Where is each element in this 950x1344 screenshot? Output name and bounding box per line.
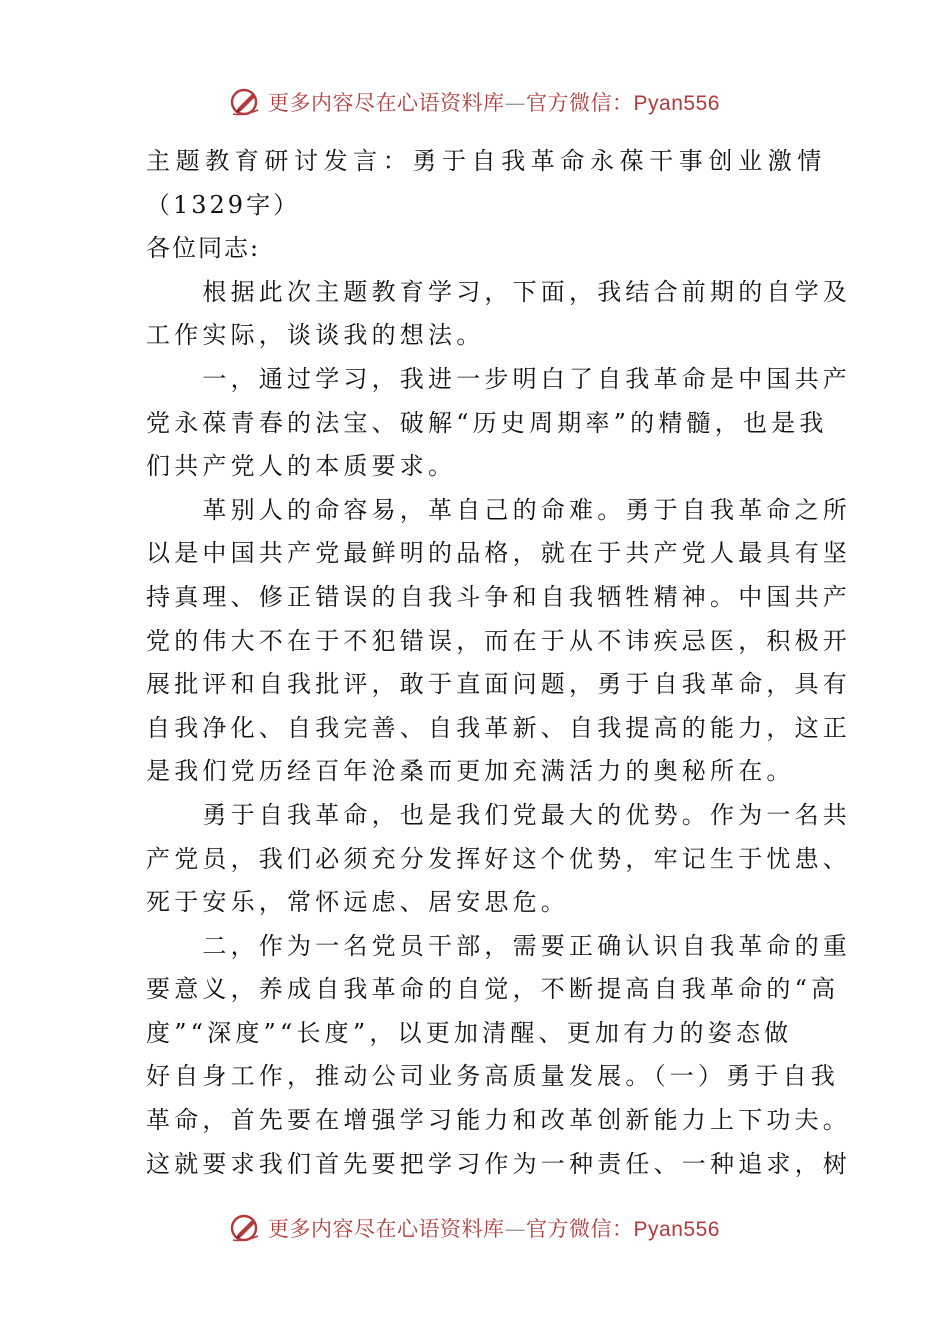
footer-banner [0, 1208, 950, 1248]
paragraph-line: 自我净化、自我完善、自我革新、自我提高的能力，这正 [146, 713, 851, 742]
paragraph-line: 勇于自我革命，也是我们党最大的优势。作为一名共 [146, 800, 851, 829]
banner-account-label: 官方微信： [526, 91, 634, 115]
paragraph-line: 党永葆青春的法宝、破解“历史周期率”的精髓，也是我 [146, 408, 828, 437]
paragraph-line: 要意义，养成自我革命的自觉，不断提高自我革命的“高 [146, 975, 840, 1004]
paragraph-line: 革命，首先要在增强学习能力和改革创新能力上下功夫。 [146, 1106, 851, 1135]
banner-text [268, 1213, 720, 1243]
paragraph-line: 好自身工作，推动公司业务高质量发展。（一）勇于自我 [146, 1062, 839, 1091]
paragraph-line: 死于安乐，常怀远虑、居安思危。 [146, 888, 569, 917]
header-banner [0, 82, 950, 122]
word-count: （1329字） [146, 190, 301, 219]
banner-library-name: 更多内容尽在心语资料库 [268, 1217, 505, 1241]
document-body [146, 140, 851, 1186]
paragraph-line: 一，通过学习，我进一步明白了自我革命是中国共产 [146, 364, 851, 393]
pen-logo-icon [230, 86, 262, 118]
paragraph-line: 根据此次主题教育学习，下面，我结合前期的自学及 [146, 277, 851, 306]
pen-logo-icon [230, 1212, 262, 1244]
paragraph-line: 产党员，我们必须充分发挥好这个优势，牢记生于忧患、 [146, 844, 851, 873]
banner-account-id: Pyan556 [633, 1218, 720, 1241]
banner-text [268, 87, 720, 117]
paragraph-line: 工作实际，谈谈我的想法。 [146, 321, 485, 350]
paragraph-line: 持真理、修正错误的自我斗争和自我牺牲精神。中国共产 [146, 582, 851, 611]
banner-account-label: 官方微信： [526, 1217, 634, 1241]
paragraph-line: 二，作为一名党员干部，需要正确认识自我革命的重 [146, 931, 851, 960]
paragraph-line: 展批评和自我批评，敢于直面问题，勇于自我革命，具有 [146, 670, 851, 699]
paragraph-line: 是我们党历经百年沧桑而更加充满活力的奥秘所在。 [146, 757, 795, 786]
paragraph-line: 党的伟大不在于不犯错误，而在于从不讳疾忌医，积极开 [146, 626, 851, 655]
banner-account-id: Pyan556 [633, 92, 720, 115]
paragraph-line: 这就要求我们首先要把学习作为一种责任、一种追求，树 [146, 1149, 851, 1178]
banner-library-name: 更多内容尽在心语资料库 [268, 91, 505, 115]
banner-separator: — [504, 1217, 527, 1241]
paragraph-line: 度”“深度”“长度”，以更加清醒、更加有力的姿态做 [146, 1018, 793, 1047]
paragraph-line: 革别人的命容易，革自己的命难。勇于自我革命之所 [146, 495, 851, 524]
salutation: 各位同志: [146, 234, 261, 263]
paragraph-line: 们共产党人的本质要求。 [146, 452, 457, 481]
paragraph-line: 以是中国共产党最鲜明的品格，就在于共产党人最具有坚 [146, 539, 851, 568]
document-title: 主题教育研讨发言：勇于自我革命永葆干事创业激情 [146, 147, 827, 175]
banner-separator: — [504, 91, 527, 115]
